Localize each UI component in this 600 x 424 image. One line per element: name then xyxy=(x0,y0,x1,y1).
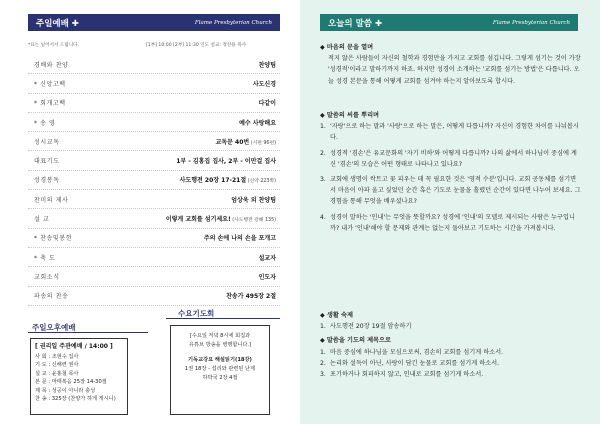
sowing-section xyxy=(320,110,582,234)
service-times: [1부] 10:00 [2부] 11:30 인도 설교: 정찬용 목사 xyxy=(146,43,247,48)
order-label: 교회소식 xyxy=(34,273,60,281)
order-row xyxy=(28,113,280,132)
afternoon-line: 본 문 : 마태복음 25장 14-30절 xyxy=(35,379,107,386)
prayer-heading: ◆ 말씀을 기도의 제목으로 xyxy=(320,337,391,345)
afternoon-line: 제 목 : 성공이 아니라 충성 xyxy=(35,387,96,394)
afternoon-line: 기 도 : 신해련 권사 xyxy=(35,362,79,369)
order-value: 인도자 xyxy=(258,273,276,281)
header-title: 주일예배 ✚ xyxy=(36,18,79,29)
question-text: '자랑'으로 하는 말과 '사랑'으로 하는 말은, 어떻게 다릅니까? 자신이 경험한 차이를 나눠봅시다. xyxy=(330,123,579,142)
order-sub: (신약 223쪽) xyxy=(246,179,276,185)
order-value: 찬송가 495장 2절 xyxy=(226,293,276,301)
wednesday-study-title: 기독교강요 해설읽기(18강) xyxy=(188,357,252,363)
prayer-item: 1. 마음 중심에 하나님을 모심으로써, 겸손히 교회를 섬기게 하소서. xyxy=(320,347,582,358)
afternoon-worship-box xyxy=(30,338,128,415)
open-heart-section xyxy=(320,42,582,87)
order-sub: (시편 96편) xyxy=(249,140,276,146)
order-label: 성경봉독 xyxy=(34,177,60,185)
order-label: * 송 영 xyxy=(34,119,56,127)
order-value: 1부 - 김홍집 집사, 2부 - 이만걸 집사 xyxy=(176,158,276,166)
church-name: Flame Presbyterian Church xyxy=(194,19,272,26)
order-row xyxy=(28,151,280,170)
question-item: 1. '자랑'으로 하는 말과 '사랑'으로 하는 말은, 어떻게 다릅니까? 자신이 경험한 차이를 나눠봅시다. xyxy=(320,121,582,143)
order-value: 예수 사랑해요 xyxy=(239,119,276,127)
order-value: 교독문 40번 xyxy=(215,138,250,146)
afternoon-heading: [ 권리일 주관예배 / 14:00 ] xyxy=(35,343,113,350)
order-value: 설교자 xyxy=(258,254,276,262)
wednesday-line: [수요일 저녁 8시에 회집과 xyxy=(189,333,251,339)
homework-item: 1. 사도행전 20장 19절 암송하기 xyxy=(320,321,582,332)
question-item: 3. 교회에 생명이 싹트고 꽃 피우는 데 꼭 필요한 것은 '영적 수분'입니다. 교회 공동체를 섬기면서 마음이 아파 울고 싶었던 순간 혹은 기도로 눈물을 흘렸던 순간이 있다면 나누어 보세요. 그 경험을 통해 무엇을 배우셨나요? xyxy=(320,174,582,208)
order-value: 찬양팀 xyxy=(258,61,276,69)
homework-heading: ◆ 생활 숙제 xyxy=(320,312,353,319)
open-heart-text: 적지 않은 사람들이 자신의 철학과 경험만을 가지고 교회를 섬깁니다. 그렇게 섬기는 것이 가장 '성경적'이라고 말하기까지 하죠. 하지만 성경이 소개하는 '교회를 섬기는 방법'은 다릅니다. 오늘 성경 본문을 통해 어떻게 교회를 섬겨야 하는지 알아보도록 합시다. xyxy=(328,55,581,85)
order-row xyxy=(28,209,280,228)
order-sub: (사도행전 강해 135) xyxy=(230,218,276,224)
question-text: 성경이 말하는 '인내'는 무엇을 뜻할까요? 성경에 '인내'의 모델로 제시되는 사람은 누구입니까? 내가 '인내'해야 할 문제와 관계는 없는지 돌아보고 기도하는 시간을 가져봅시다. xyxy=(330,213,575,232)
order-label: * 찬송및봉헌 xyxy=(34,235,73,243)
order-row xyxy=(28,287,280,306)
prayer-item: 3. 포기하거나 회피하지 않고, 인내로 교회를 섬기게 하소서. xyxy=(320,369,582,380)
order-value: 사도행전 20장 17-21절 xyxy=(179,177,247,185)
afternoon-line: 찬 송 : 325장 (찬양가 하게 게시니) xyxy=(35,396,116,403)
wednesday-prayer-title: 수요기도회 xyxy=(178,309,215,318)
church-name: Flame Presbyterian Church xyxy=(492,19,570,26)
order-row xyxy=(28,74,280,93)
order-label: 찬미의 제사 xyxy=(34,196,69,204)
order-label: * 회개고백 xyxy=(34,100,66,108)
order-value: 주의 손에 나의 손을 포개고 xyxy=(203,235,276,243)
order-row xyxy=(28,190,280,209)
wednesday-study-topic: 1권 18장 - 섭리와 관련된 난제 xyxy=(184,366,256,372)
order-value: 이렇게 교회를 섬기세요! xyxy=(165,216,231,224)
order-label: * 신앙고백 xyxy=(34,80,66,88)
service-note xyxy=(28,42,280,48)
order-row xyxy=(28,132,280,151)
order-row xyxy=(28,267,280,286)
sowing-heading: ◆ 말씀의 씨를 뿌리며 xyxy=(320,112,380,119)
wednesday-prayer-box xyxy=(170,325,270,415)
order-row xyxy=(28,171,280,190)
homework-text: 사도행전 20장 19절 암송하기 xyxy=(330,323,412,331)
todays-word-header xyxy=(320,14,578,31)
prayer-text: 논리와 설득이 아닌, 사랑이 담긴 눈물로 교회를 섬기게 하소서. xyxy=(330,359,500,367)
homework-prayer-section xyxy=(320,310,582,380)
afternoon-worship-title: 주일오후예배 xyxy=(32,323,76,332)
order-row xyxy=(28,229,280,248)
order-label: 파송의 찬송 xyxy=(34,293,69,301)
prayer-text: 포기하거나 회피하지 않고, 인내로 교회를 섬기게 하소서. xyxy=(330,371,484,379)
afternoon-line: 설 교 : 윤홍철 목사 xyxy=(35,370,79,377)
order-label: 대표기도 xyxy=(34,158,60,166)
order-label: 경배와 찬양 xyxy=(34,61,69,69)
order-value: 사도신경 xyxy=(252,80,276,88)
order-row xyxy=(28,94,280,113)
wednesday-divider xyxy=(166,318,280,319)
header-title: 오늘의 말씀 ✚ xyxy=(328,18,383,29)
prayer-text: 마음 중심에 하나님을 모심으로써, 겸손히 교회를 섬기게 하소서. xyxy=(330,348,504,356)
question-text: 성경적 '겸손'은 유교문화의 '자기 비하'와 어떻게 다릅니까? 나의 삶에서 하나님이 중심에 계신 '겸손'의 모습은 어떤 형태로 나타나고 있나요? xyxy=(330,149,577,168)
afternoon-divider xyxy=(28,332,148,333)
right-page xyxy=(300,0,600,424)
question-item: 4. 성경이 말하는 '인내'는 무엇을 뜻할까요? 성경에 '인내'의 모델로 제시되는 사람은 누구입니까? 내가 '인내'해야 할 문제와 관계는 없는지 돌아보고 기도하는 시간을 가져봅시다. xyxy=(320,212,582,234)
order-value: 다같이 xyxy=(258,100,276,108)
question-text: 교회에 생명이 싹트고 꽃 피우는 데 꼭 필요한 것은 '영적 수분'입니다. 교회 공동체를 섬기면서 마음이 아파 울고 싶었던 순간 혹은 기도로 눈물을 흘렸던 순간이 있다면 나누어 보세요. 그 경험을 통해 무엇을 배우셨나요? xyxy=(330,176,581,206)
standing-note: *표는 일어서서 드립니다. xyxy=(28,43,80,48)
sunday-worship-header xyxy=(28,14,280,31)
order-row xyxy=(28,55,280,74)
order-of-worship xyxy=(28,55,280,306)
wednesday-study-verse: 하박국 2장 4절 xyxy=(202,375,238,381)
order-label: 성시교독 xyxy=(34,138,60,146)
order-label: 설 교 xyxy=(34,216,50,224)
order-value: 엄상욱 외 찬양팀 xyxy=(231,196,276,204)
question-item: 2. 성경적 '겸손'은 유교문화의 '자기 비하'와 어떻게 다릅니까? 나의 삶에서 하나님이 중심에 계신 '겸손'의 모습은 어떤 형태로 나타나고 있나요? xyxy=(320,148,582,170)
prayer-item: 2. 논리와 설득이 아닌, 사랑이 담긴 눈물로 교회를 섬기게 하소서. xyxy=(320,358,582,369)
open-heart-heading: ◆ 마음의 문을 열며 xyxy=(320,44,374,51)
order-label: * 축 도 xyxy=(34,254,56,262)
afternoon-line: 사 회 : 조현수 집사 xyxy=(35,354,79,360)
order-row xyxy=(28,248,280,267)
wednesday-line: 유튜브 방송을 병행합니다.] xyxy=(188,342,252,348)
